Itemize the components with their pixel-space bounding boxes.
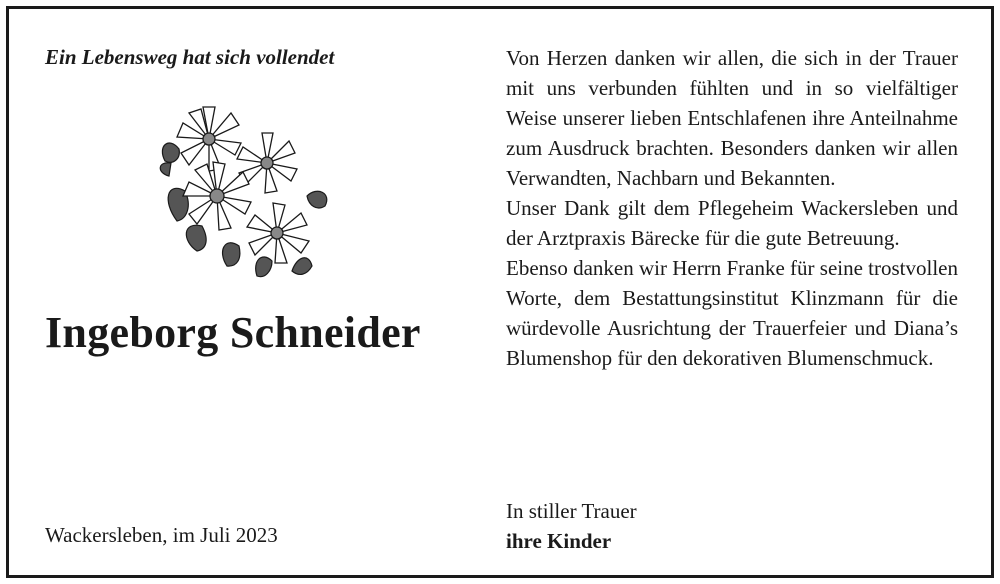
deceased-name: Ingeborg Schneider [45,308,421,357]
place-and-date: Wackersleben, im Juli 2023 [45,523,278,547]
thank-you-message [506,43,958,373]
signers: ihre Kinder [506,529,612,553]
message-paragraph: Von Herzen danken wir allen, die sich in der Trauer mit uns verbunden fühlten und in so vielfältiger Weise unserer lieben Entschlafenen ihre Anteilnahme zum Ausdruck brachten. Besonders danken wir allen Verwandten, Nachbarn und Bekannten. [506,46,958,190]
flower-bouquet-icon [157,101,332,281]
message-paragraph: Ebenso danken wir Herrn Franke für seine trostvollen Worte, dem Bestattungsinstitut Klinzmann für die würdevolle Ausrichtung der Trauerfeier und Diana’s Blumenshop für den dekorativen Blumenschmuck. [506,256,958,370]
obituary-notice [6,6,994,578]
closing-block [506,496,637,556]
message-paragraph: Unser Dank gilt dem Pflegeheim Wackersleben und der Arztpraxis Bärecke für die gute Betreuung. [506,196,958,250]
closing-phrase: In stiller Trauer [506,499,637,523]
motto: Ein Lebensweg hat sich vollendet [45,45,335,69]
